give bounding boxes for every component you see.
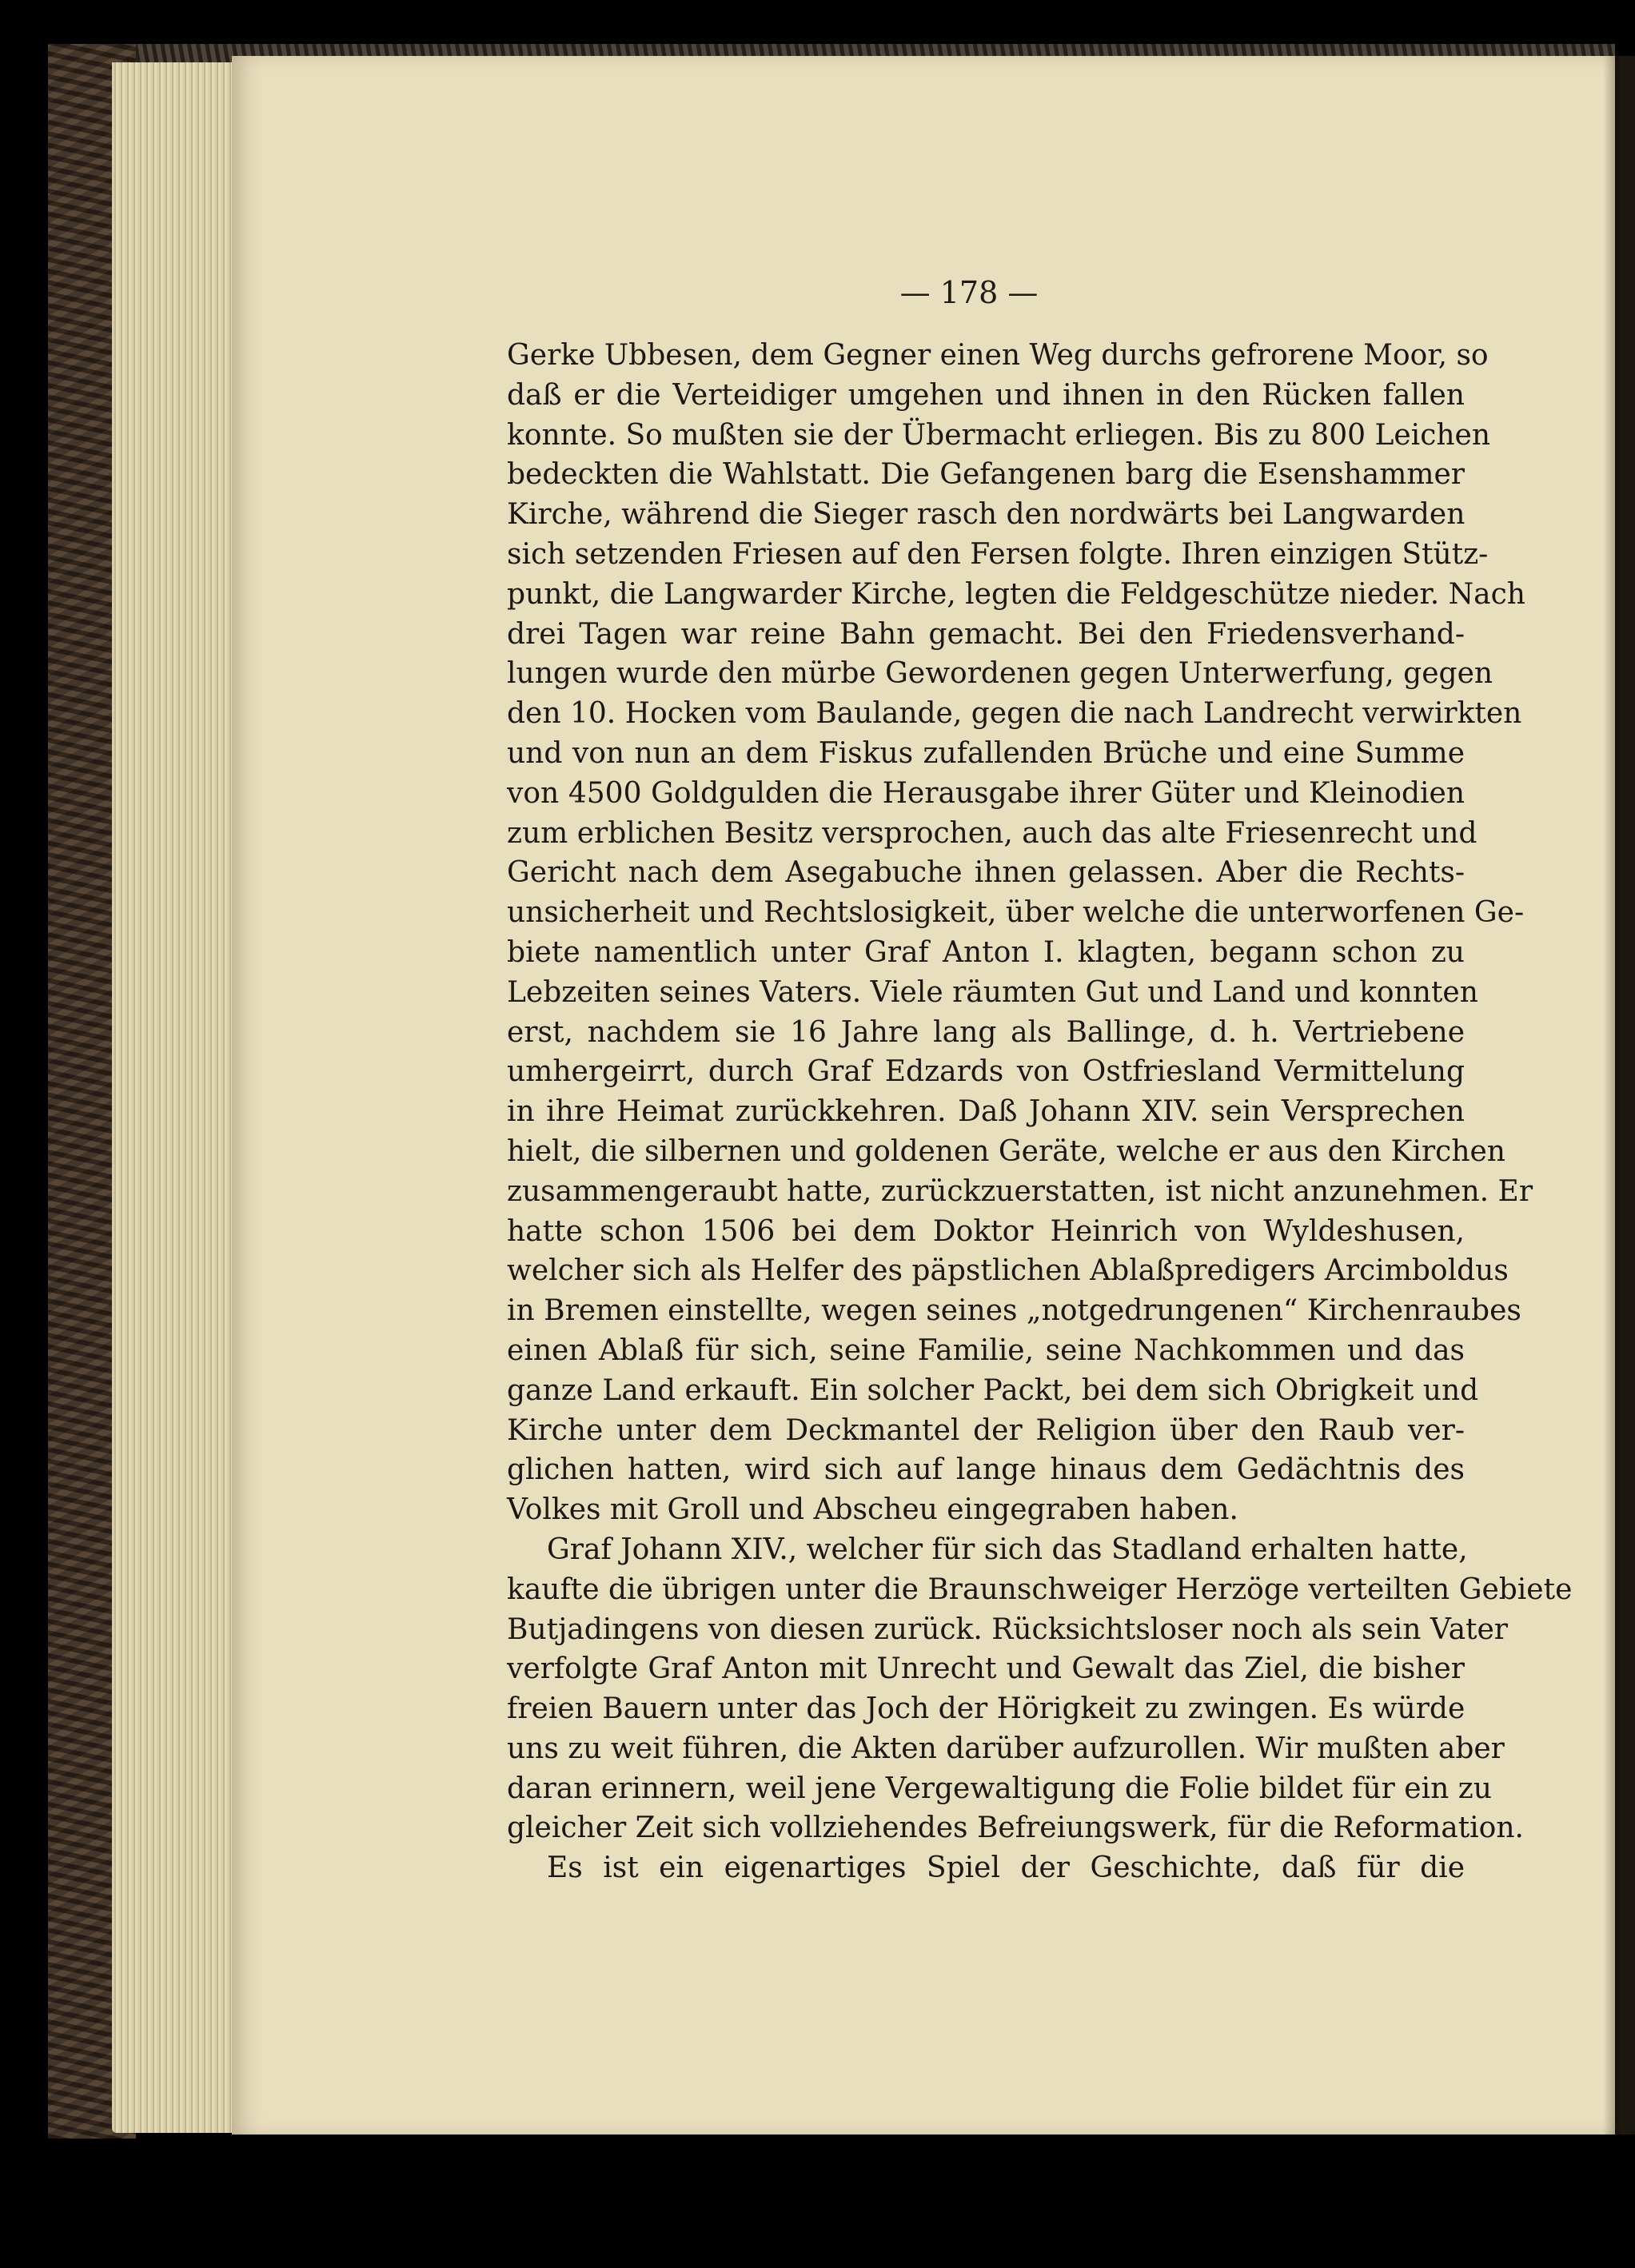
text-line: punkt, die Langwarder Kirche, legten die Feldgeschütze nieder. Nach — [507, 577, 1525, 611]
text-line: Gericht nach dem Asegabuche ihnen gelassen. Aber die Rechts- — [507, 856, 1465, 890]
text-line: den 10. Hocken vom Baulande, gegen die nach Landrecht verwirkten — [507, 697, 1522, 731]
text-line: sich setzenden Friesen auf den Fersen folgte. Ihren einzigen Stütz- — [507, 537, 1489, 571]
text-line: kaufte die übrigen unter die Braunschweiger Herzöge verteilten Gebiete — [507, 1572, 1573, 1606]
text-line: ganze Land erkauft. Ein solcher Packt, bei dem sich Obrigkeit und — [507, 1373, 1479, 1407]
text-line: einen Ablaß für sich, seine Familie, seine Nachkommen und das — [507, 1333, 1465, 1367]
text-line: umhergeirrt, durch Graf Edzards von Ostfriesland Vermittelung — [507, 1055, 1465, 1089]
stacked-page-edges — [112, 62, 240, 2133]
text-line: freien Bauern unter das Joch der Hörigkeit zu zwingen. Es würde — [507, 1692, 1466, 1726]
text-line: daß er die Verteidiger umgehen und ihnen in den Rücken fallen — [507, 378, 1465, 412]
text-line: Lebzeiten seines Vaters. Viele räumten Gut und Land und konnten — [507, 975, 1478, 1009]
text-line: Es ist ein eigenartiges Spiel der Geschichte, daß für die — [547, 1851, 1465, 1885]
text-line: daran erinnern, weil jene Vergewaltigung die Folie bildet für ein zu — [507, 1772, 1492, 1805]
text-line: erst, nachdem sie 16 Jahre lang als Ballinge, d. h. Vertriebene — [507, 1015, 1465, 1049]
text-line: lungen wurde den mürbe Gewordenen gegen Unterwerfung, gegen — [507, 657, 1493, 691]
text-line: bedeckten die Wahlstatt. Die Gefangenen barg die Esenshammer — [507, 458, 1465, 492]
text-line: biete namentlich unter Graf Anton I. klagten, begann schon zu — [507, 935, 1465, 969]
text-line: konnte. So mußten sie der Übermacht erliegen. Bis zu 800 Leichen — [507, 418, 1491, 452]
text-line: Kirche unter dem Deckmantel der Religion über den Raub ver- — [507, 1413, 1465, 1447]
text-line: Gerke Ubbesen, dem Gegner einen Weg durchs gefrorene Moor, so — [507, 339, 1489, 372]
text-line: verfolgte Graf Anton mit Unrecht und Gewalt das Ziel, die bisher — [507, 1652, 1465, 1686]
text-line: in Bremen einstellte, wegen seines „notgedrungenen“ Kirchenraubes — [507, 1294, 1521, 1328]
text-line: uns zu weit führen, die Akten darüber aufzurollen. Wir mußten aber — [507, 1732, 1505, 1765]
text-line: unsicherheit und Rechtslosigkeit, über welche die unterworfenen Ge- — [507, 896, 1525, 930]
spine-shadow — [1603, 56, 1635, 2134]
text-line: Butjadingens von diesen zurück. Rücksichtsloser noch als sein Vater — [507, 1612, 1509, 1646]
text-line: zum erblichen Besitz versprochen, auch das alte Friesenrecht und — [507, 816, 1477, 850]
text-line: in ihre Heimat zurückkehren. Daß Johann XIV. sein Versprechen — [507, 1095, 1465, 1129]
text-line: von 4500 Goldgulden die Herausgabe ihrer Güter und Kleinodien — [507, 776, 1465, 810]
text-line: Kirche, während die Sieger rasch den nordwärts bei Langwarden — [507, 498, 1466, 532]
text-line: gleicher Zeit sich vollziehendes Befreiungswerk, für die Reformation. — [507, 1812, 1524, 1845]
text-line: Volkes mit Groll und Abscheu eingegraben haben. — [507, 1493, 1238, 1527]
text-line: hielt, die silbernen und goldenen Geräte, welche er aus den Kirchen — [507, 1134, 1505, 1168]
body-text — [507, 336, 1573, 1888]
text-line: welcher sich als Helfer des päpstlichen Ablaßpredigers Arcimboldus — [507, 1254, 1509, 1288]
text-line: zusammengeraubt hatte, zurückzuerstatten, ist nicht anzunehmen. Er — [507, 1174, 1533, 1208]
text-line: hatte schon 1506 bei dem Doktor Heinrich von Wyldeshusen, — [507, 1214, 1465, 1248]
text-line: drei Tagen war reine Bahn gemacht. Bei den Friedensverhand- — [507, 617, 1465, 651]
text-line: und von nun an dem Fiskus zufallenden Brüche und eine Summe — [507, 736, 1465, 770]
text-line: Graf Johann XIV., welcher für sich das Stadland erhalten hatte, — [547, 1533, 1468, 1566]
text-line: glichen hatten, wird sich auf lange hinaus dem Gedächtnis des — [507, 1453, 1465, 1487]
page-number: — 178 — — [899, 275, 1039, 310]
